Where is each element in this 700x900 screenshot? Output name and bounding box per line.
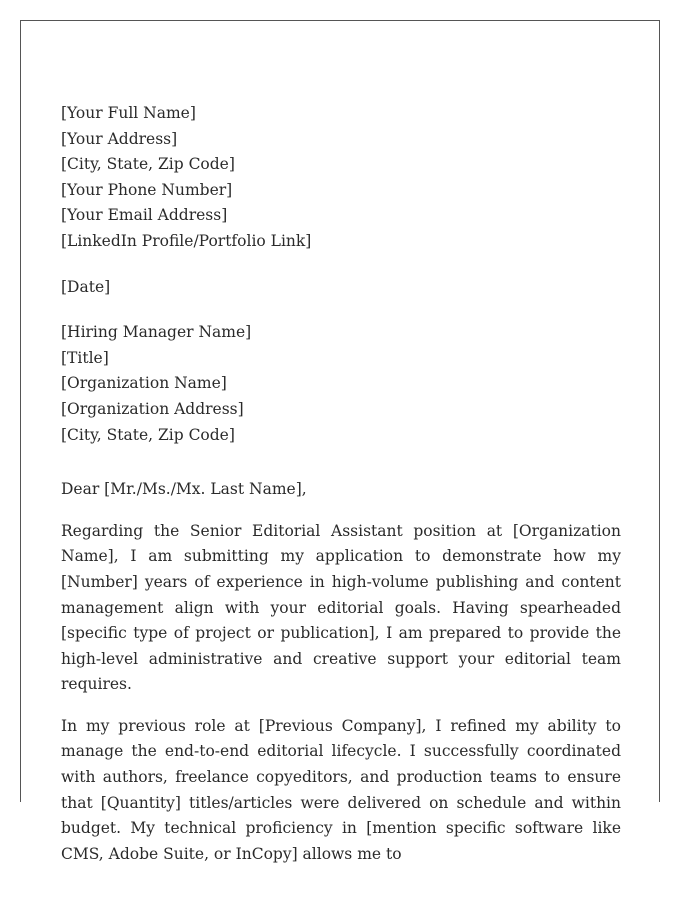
recipient-organization: [Organization Name] [61, 374, 227, 393]
body-paragraph-1: Regarding the Senior Editorial Assistant position at [Organization Name], I am submitting my application to demonstrate how my [Number] years of experience in high-volume publishing and content management align with your editorial goals. Having spearheaded [specific type of project or publication], I am prepared to provide the high-level administrative and creative support your editorial team requires. [61, 521, 621, 694]
sender-city-state-zip: [City, State, Zip Code] [61, 155, 235, 174]
sender-email: [Your Email Address] [61, 206, 228, 225]
sender-phone: [Your Phone Number] [61, 180, 233, 199]
letter-date: [Date] [61, 277, 111, 296]
sender-name: [Your Full Name] [61, 104, 196, 122]
recipient-name: [Hiring Manager Name] [61, 323, 252, 342]
recipient-address: [Organization Address] [61, 399, 244, 418]
recipient-block [61, 320, 621, 448]
letter-page [20, 20, 660, 863]
sender-address: [Your Address] [61, 129, 178, 148]
sender-linkedin: [LinkedIn Profile/Portfolio Link] [61, 231, 312, 250]
recipient-city-state-zip: [City, State, Zip Code] [61, 425, 235, 444]
sender-block [61, 101, 621, 255]
recipient-title: [Title] [61, 348, 109, 367]
date-block [61, 275, 621, 301]
letter-body [61, 101, 621, 867]
salutation: Dear [Mr./Ms./Mx. Last Name], [61, 480, 307, 499]
body-paragraph-2: In my previous role at [Previous Company], I refined my ability to manage the end-to-end editorial lifecycle. I successfully coordinated with authors, freelance copyeditors, and production teams to ensure that [Quantity] titles/articles were delivered on schedule and within budget. My technical proficiency in [mention specific software like CMS, Adobe Suite, or InCopy] allows me to [61, 716, 621, 863]
